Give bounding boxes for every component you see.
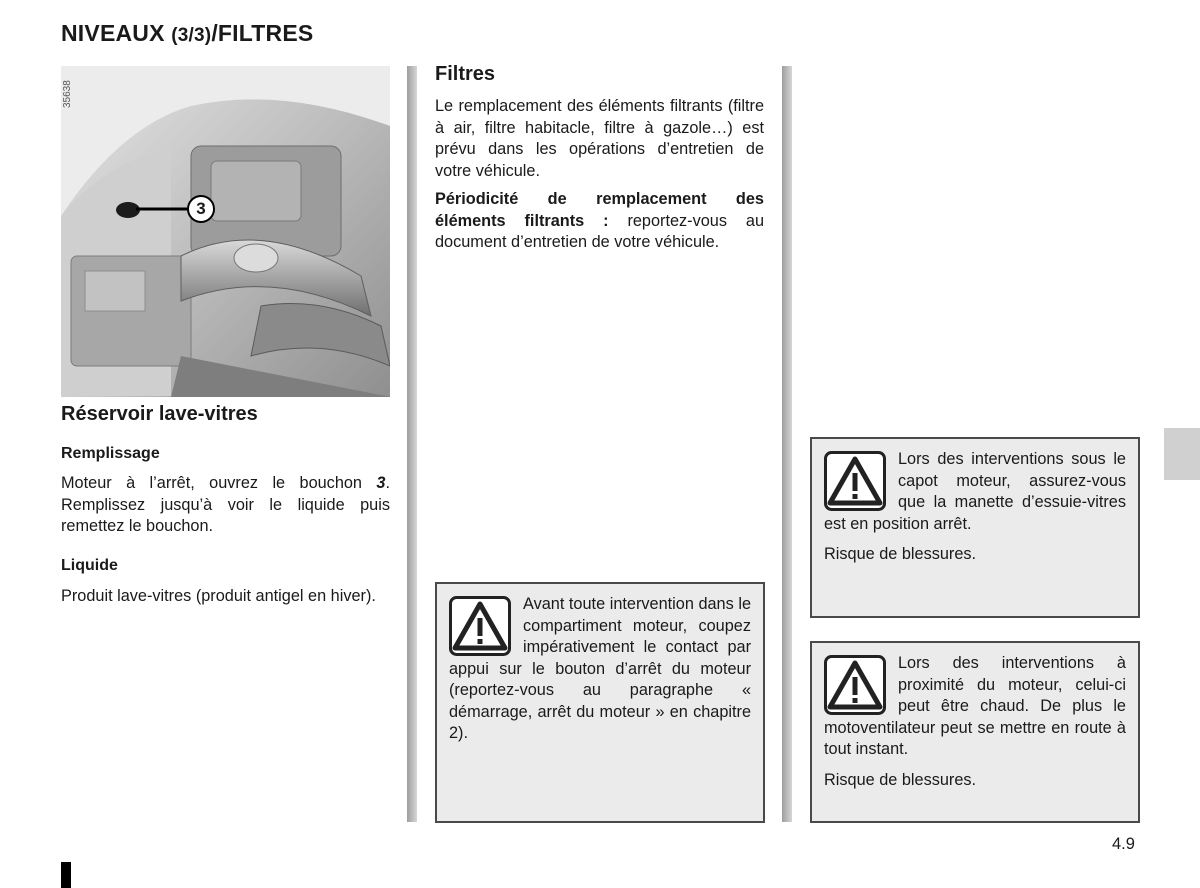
engine-bay-photo: [61, 66, 390, 397]
column-separator-right: [782, 66, 792, 822]
warning-risk-hot-engine: Risque de blessures.: [824, 770, 977, 789]
figure-code: 35638: [62, 80, 73, 108]
warning-triangle-icon: [449, 596, 511, 656]
warning-text-engine-off: Avant toute intervention dans le compartiment moteur, coupez impérativement le contact par appui sur le bouton d’arrêt du moteur (reportez-vous au paragraphe « démarrage, arrêt du moteur » en chapitre 2).: [449, 595, 751, 742]
warning-text-hot-engine: Lors des interventions à proximité du moteur, celui-ci peut être chaud. De plus le motoventilateur peut se mettre en route à tout instant.: [824, 654, 1126, 758]
section-title-washer-reservoir: Réservoir lave-vitres: [61, 403, 258, 425]
periodicity-label: Périodicité de remplacement des éléments filtrants :: [435, 190, 764, 230]
callout-label: 3: [196, 199, 206, 218]
warning-box-hot-engine: [810, 641, 1140, 823]
filling-text-end: . Remplissez jusqu’à voir le liquide puis remettez le bouchon.: [61, 474, 390, 535]
filling-heading: Remplissage: [61, 445, 160, 462]
page-title: [61, 20, 313, 47]
engine-bay-illustration: [61, 66, 390, 397]
warning-text-wiper: Lors des interventions sous le capot moteur, assurez-vous que la manette d’essuie-vitres est en position arrêt.: [824, 450, 1126, 533]
title-tail: /FILTRES: [211, 20, 314, 46]
liquid-heading: Liquide: [61, 557, 118, 574]
warning-triangle-icon: [824, 451, 886, 511]
warning-triangle-icon: [824, 655, 886, 715]
column-separator-left: [407, 66, 417, 822]
filling-text-start: Moteur à l’arrêt, ouvrez le bouchon: [61, 474, 377, 492]
filters-paragraph: Le remplacement des éléments filtrants (filtre à air, filtre habitacle, filtre à gazole…) est prévu dans les opérations d’entretien de votre véhicule.: [435, 97, 764, 180]
title-part-indicator: (3/3): [171, 25, 212, 46]
print-corner-mark: [61, 862, 71, 888]
section-title-filters: Filtres: [435, 63, 496, 85]
title-main: NIVEAUX: [61, 20, 172, 46]
filling-reference: 3: [376, 474, 386, 492]
warning-box-engine-off: [435, 582, 765, 823]
warning-box-wiper: [810, 437, 1140, 618]
chapter-tab-marker: [1164, 428, 1200, 480]
page-number: 4.9: [1112, 835, 1135, 853]
filling-text: [61, 473, 390, 538]
periodicity-paragraph: [435, 189, 764, 254]
warning-risk-wiper: Risque de blessures.: [824, 545, 977, 563]
periodicity-text: reportez-vous au document d’entretien de votre véhicule.: [435, 211, 764, 251]
liquid-text: Produit lave-vitres (produit antigel en hiver).: [61, 587, 376, 605]
